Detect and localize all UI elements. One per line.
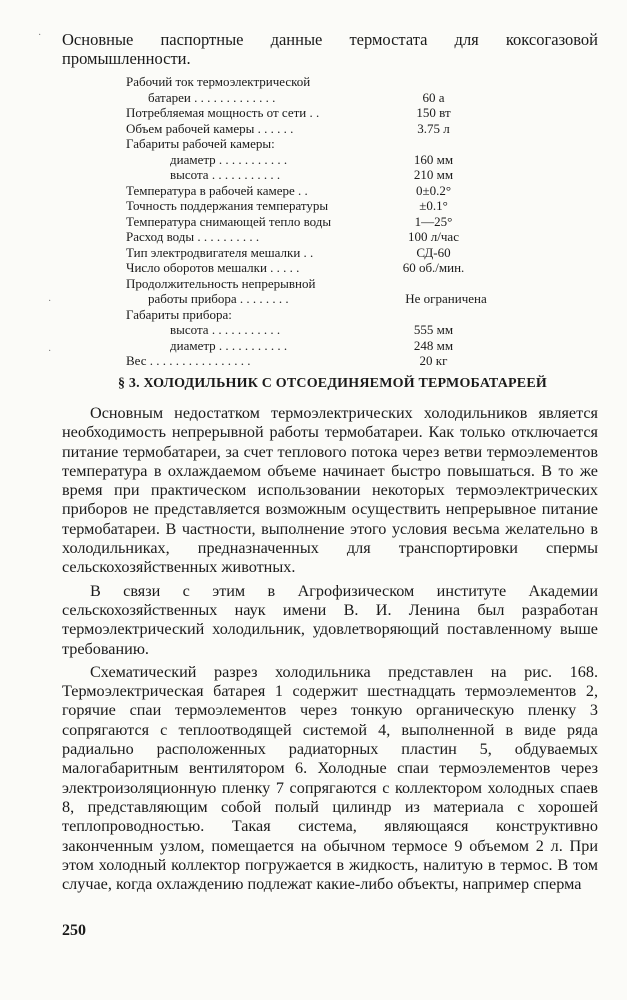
spec-row xyxy=(126,338,546,354)
spec-value: Не ограничена xyxy=(405,291,487,306)
spec-row xyxy=(126,291,546,307)
spec-value: 100 л/час xyxy=(408,229,459,244)
spec-value: 160 мм xyxy=(413,151,454,167)
spec-table xyxy=(126,74,546,369)
spec-value: 555 мм xyxy=(413,322,454,337)
spec-row xyxy=(126,136,546,152)
paragraph: В связи с этим в Агрофизическом институте Академии сельскохозяйственных наук имени В. И. Ленина был разработан термоэлектрический холодильник, удовлетворяющий поставленному выше требованию. xyxy=(62,581,598,658)
spec-row xyxy=(126,183,546,199)
scan-speck: · xyxy=(38,30,42,41)
spec-label: Объем рабочей камеры . . . . . . xyxy=(126,120,294,136)
spec-value: 60 об./мин. xyxy=(402,260,465,275)
page-number: 250 xyxy=(62,922,86,939)
spec-label: Вес . . . . . . . . . . . . . . . . xyxy=(126,353,251,368)
spec-value: ±0.1° xyxy=(419,198,448,213)
spec-label: диаметр . . . . . . . . . . . xyxy=(170,151,288,167)
spec-row xyxy=(126,245,546,261)
spec-label: Точность поддержания температуры xyxy=(126,198,329,213)
spec-label: работы прибора . . . . . . . . xyxy=(148,291,289,306)
spec-label: Температура снимающей тепло воды xyxy=(126,213,332,229)
spec-row xyxy=(126,276,546,292)
spec-value: 0±0.2° xyxy=(415,182,452,198)
spec-label: батареи . . . . . . . . . . . . . xyxy=(148,89,276,105)
body-text xyxy=(62,404,598,898)
spec-row xyxy=(126,214,546,230)
spec-row xyxy=(126,260,546,276)
spec-label: диаметр . . . . . . . . . . . xyxy=(170,337,288,353)
spec-row xyxy=(126,307,546,323)
spec-label: Продолжительность непрерывной xyxy=(126,275,316,291)
spec-row xyxy=(126,229,546,245)
spec-row xyxy=(126,167,546,183)
spec-label: Число оборотов мешалки . . . . . xyxy=(126,260,300,275)
spec-value: 3.75 л xyxy=(417,120,450,136)
spec-row xyxy=(126,121,546,137)
spec-row xyxy=(126,198,546,214)
spec-value: 150 вт xyxy=(416,105,451,120)
spec-label: Тип электродвигателя мешалки . . xyxy=(126,244,314,260)
spec-row xyxy=(126,152,546,168)
spec-row xyxy=(126,353,546,369)
spec-value: СД-60 xyxy=(416,244,451,260)
spec-label: Температура в рабочей камере . . xyxy=(126,182,308,198)
spec-label: Габариты прибора: xyxy=(126,306,232,322)
scan-speck: · xyxy=(48,346,52,357)
spec-row xyxy=(126,105,546,121)
intro-paragraph: Основные паспортные данные термостата для коксогазовой промышленности. xyxy=(62,30,598,68)
scan-speck: · xyxy=(48,296,52,307)
section-heading: § 3. ХОЛОДИЛЬНИК С ОТСОЕДИНЯЕМОЙ ТЕРМОБАТАРЕЕЙ xyxy=(118,376,547,391)
spec-value: 60 а xyxy=(422,89,445,105)
paragraph: Схематический разрез холодильника представлен на рис. 168. Термоэлектрическая батарея 1 содержит шестнадцать термоэлементов 2, горячие спаи термоэлементов через тонкую органическую пленку 3 сопрягаются с теплоотводящей системой 4, выполненной в виде ряда радиально расположенных радиаторных пластин 5, обдуваемых малогабаритным вентилятором 6. Холодные спаи термоэлементов через электроизоляционную пленку 7 сопрягаются с коллектором холодных спаев 8, представляющим собой полый цилиндр из материала с хорошей теплопроводностью. Такая система, являющаяся конструктивно законченным узлом, помещается на обычном термосе 9 объемом 2 л. При этом холодный коллектор погружается в жидкость, налитую в термос. В том случае, когда охлаждению подлежат какие-либо объекты, например сперма xyxy=(62,662,598,894)
spec-row xyxy=(126,74,546,90)
spec-row xyxy=(126,322,546,338)
spec-row xyxy=(126,90,546,106)
spec-label: Расход воды . . . . . . . . . . xyxy=(126,229,260,244)
spec-label: высота . . . . . . . . . . . xyxy=(170,322,281,337)
spec-label: Потребляемая мощность от сети . . xyxy=(126,105,320,120)
spec-value: 20 кг xyxy=(419,353,448,368)
spec-label: Габариты рабочей камеры: xyxy=(126,136,275,151)
spec-value: 248 мм xyxy=(413,337,454,353)
spec-value: 210 мм xyxy=(413,167,454,182)
spec-label: Рабочий ток термоэлектрической xyxy=(126,74,311,89)
spec-value: 1—25° xyxy=(414,213,453,229)
paragraph: Основным недостатком термоэлектрических холодильников является необходимость непрерывной работы термобатареи. Как только отключается питание термобатареи, за счет теплового потока через ветви термоэлементов температура в охлаждаемом объеме начинает быстро повышаться. В то же время при практическом использовании некоторых термоэлектрических приборов не представляется возможным осуществить непрерывное питание термобатареи. В частности, выполнение этого условия весьма желательно в холодильниках, предназначенных для транспортировки спермы сельскохозяйственных животных. xyxy=(62,404,598,577)
spec-label: высота . . . . . . . . . . . xyxy=(170,167,281,182)
